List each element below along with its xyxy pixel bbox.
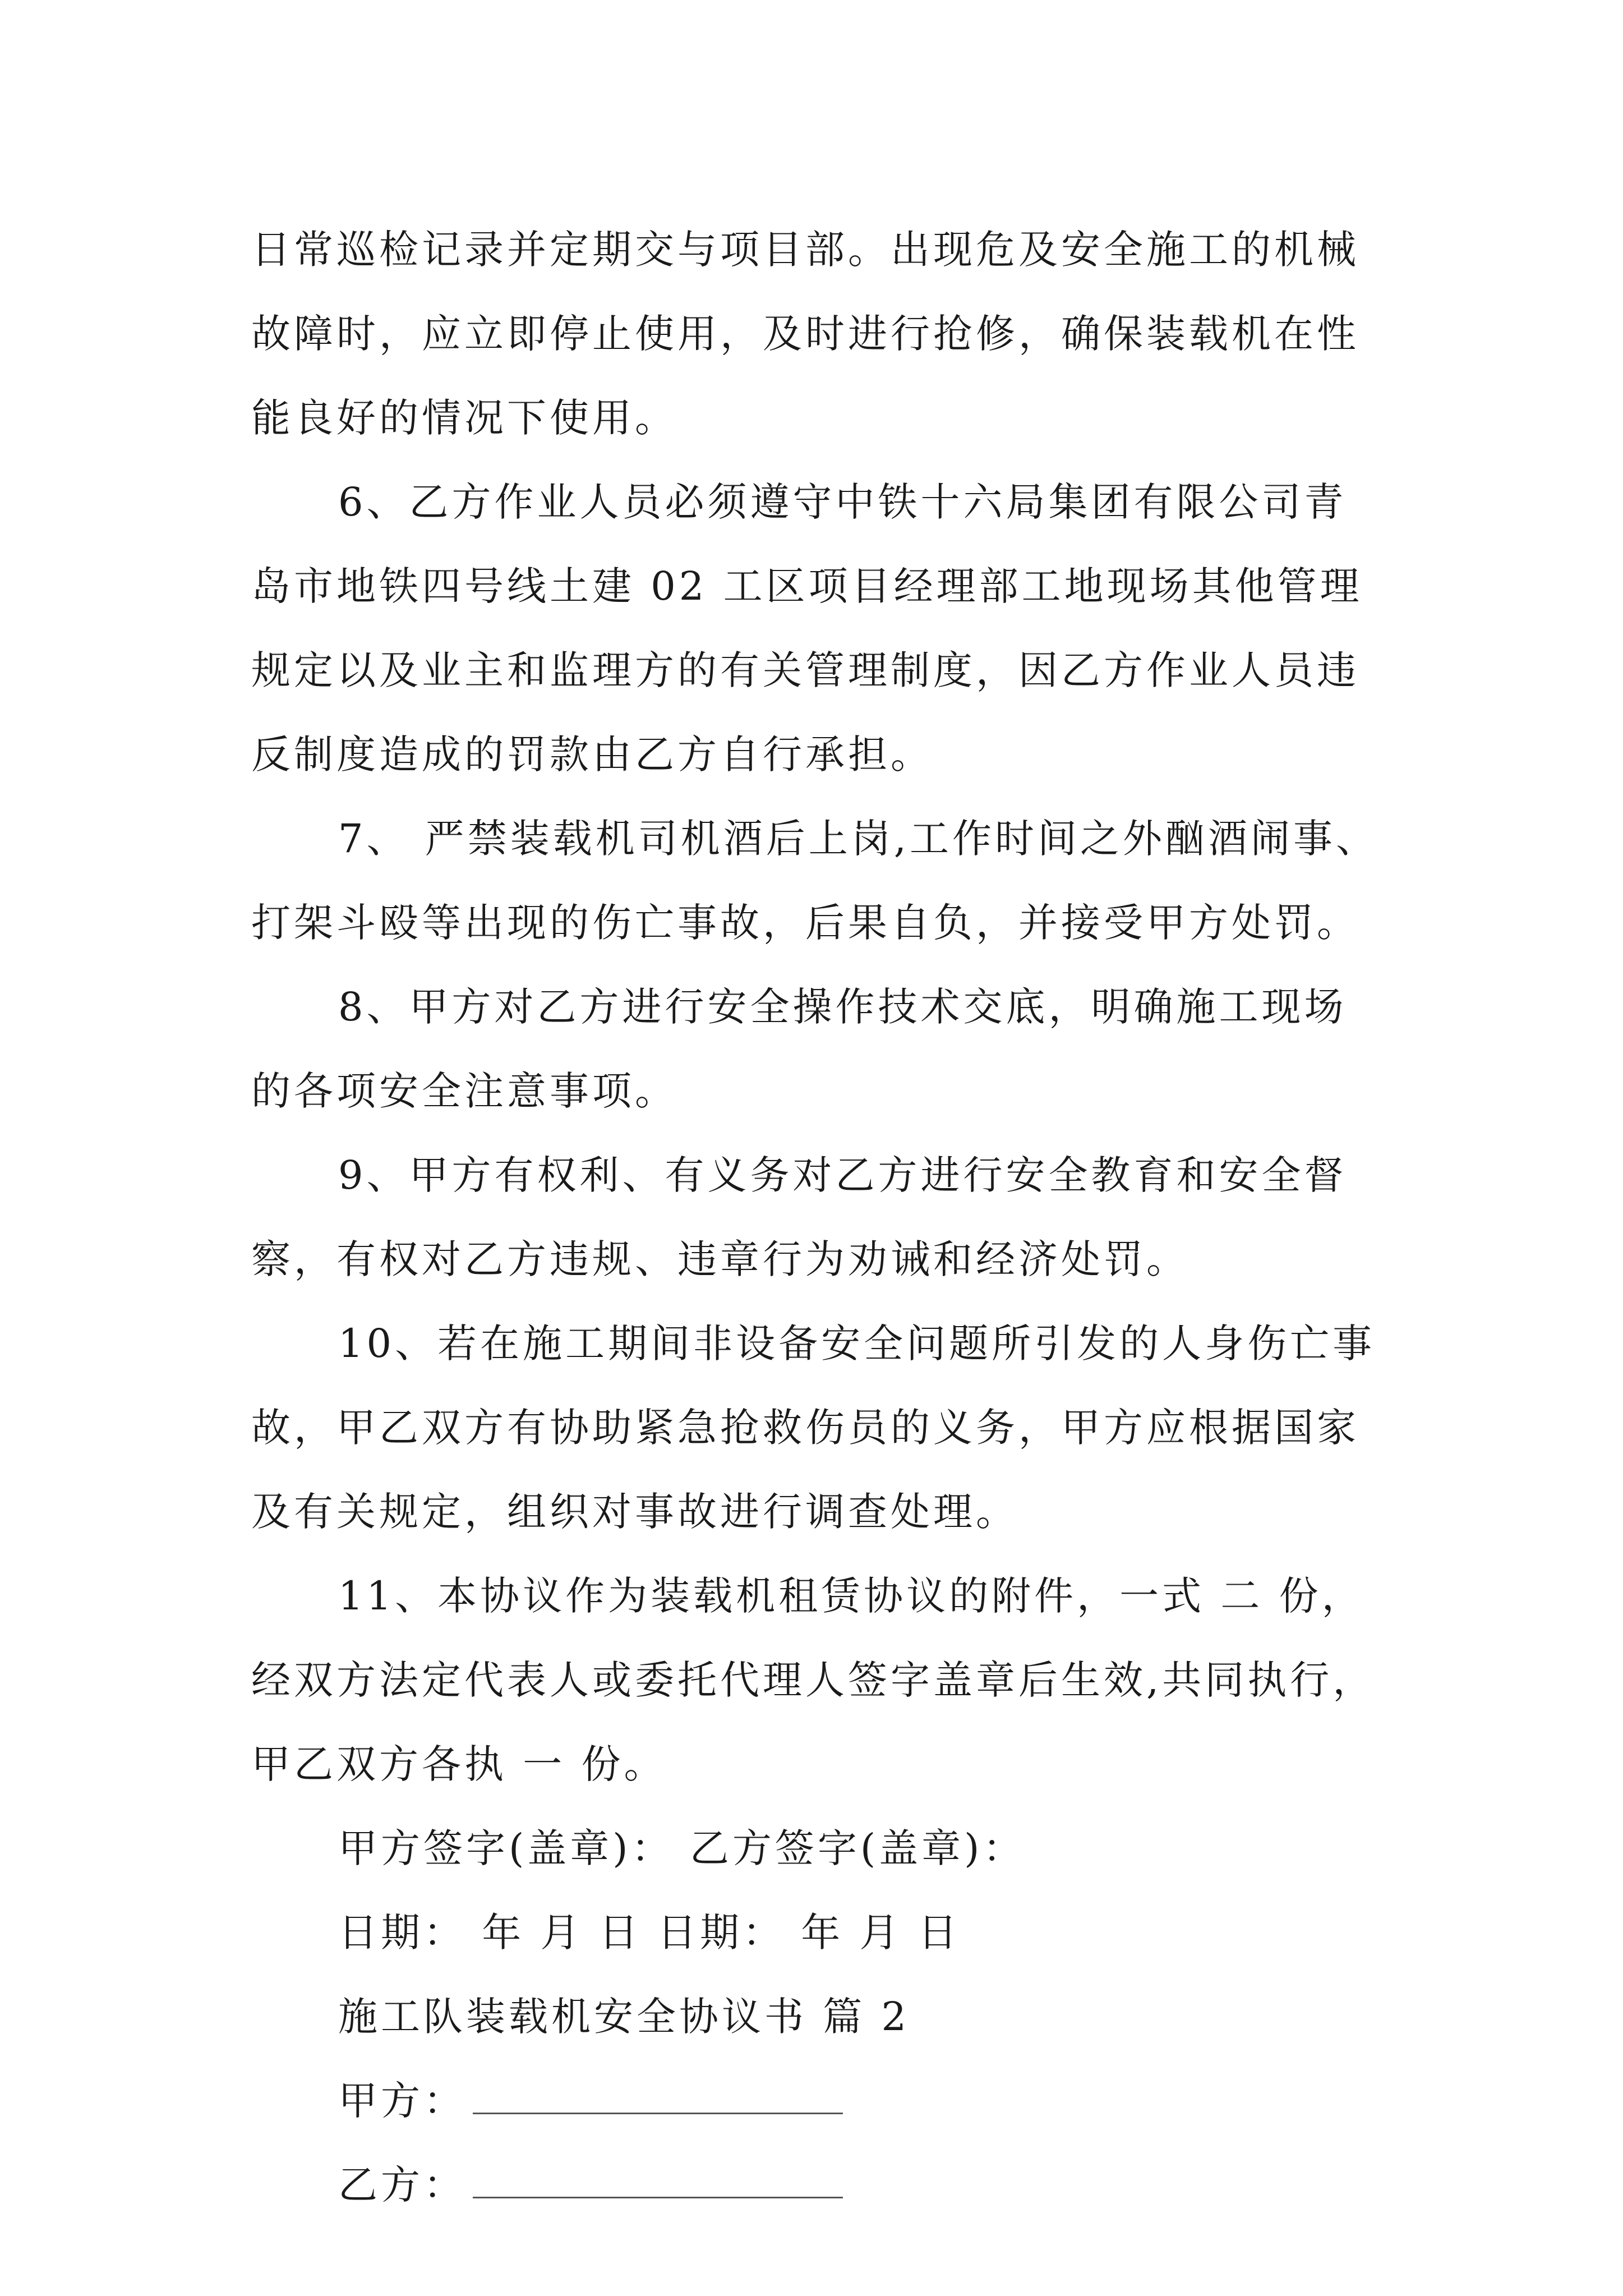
clause-11-line: 11、本协议作为装载机租赁协议的附件，一式 二 份， — [338, 1573, 1364, 1619]
clause-8-line: 8、甲方对乙方进行安全操作技术交底，明确施工现场 — [338, 984, 1347, 1030]
paragraph-line: 的各项安全注意事项。 — [251, 1068, 677, 1114]
paragraph-line: 反制度造成的罚款由乙方自行承担。 — [251, 731, 933, 777]
date-line: 日期： 年 月 日 日期： 年 月 日 — [338, 1910, 961, 1955]
paragraph-line: 甲乙双方各执 一 份。 — [251, 1741, 667, 1787]
section-heading: 施工队装载机安全协议书 篇 2 — [338, 1994, 910, 2040]
paragraph-line: 察，有权对乙方违规、违章行为劝诫和经济处罚。 — [251, 1236, 1189, 1282]
party-b-label: 乙方： — [338, 2162, 466, 2208]
document-body — [251, 208, 1407, 2227]
paragraph-line: 故，甲乙双方有协助紧急抢救伤员的义务，甲方应根据国家 — [251, 1405, 1359, 1451]
paragraph-line: 打架斗殴等出现的伤亡事故，后果自负，并接受甲方处罚。 — [251, 900, 1359, 946]
clause-6-line: 6、乙方作业人员必须遵守中铁十六局集团有限公司青 — [338, 479, 1347, 525]
clause-10-line: 10、若在施工期间非设备安全问题所引发的人身伤亡事 — [338, 1320, 1376, 1366]
paragraph-line: 日常巡检记录并定期交与项目部。出现危及安全施工的机械 — [251, 227, 1359, 273]
paragraph-line: 规定以及业主和监理方的有关管理制度，因乙方作业人员违 — [251, 647, 1359, 693]
clause-7-line: 7、 严禁装载机司机酒后上岗,工作时间之外酗酒闹事、 — [338, 816, 1379, 862]
paragraph-line: 经双方法定代表人或委托代理人签字盖章后生效,共同执行， — [251, 1657, 1376, 1703]
paragraph-line: 及有关规定，组织对事故进行调查处理。 — [251, 1489, 1018, 1535]
party-b-blank — [473, 2194, 843, 2198]
paragraph-line: 岛市地铁四号线土建 02 工区项目经理部工地现场其他管理 — [251, 563, 1363, 609]
signature-line: 甲方签字(盖章)： 乙方签字(盖章)： — [338, 1825, 1026, 1871]
party-b-row — [251, 2143, 1407, 2227]
paragraph-line: 能良好的情况下使用。 — [251, 395, 677, 441]
clause-9-line: 9、甲方有权利、有义务对乙方进行安全教育和安全督 — [338, 1152, 1347, 1198]
party-a-label: 甲方： — [338, 2078, 466, 2124]
paragraph-line: 故障时，应立即停止使用，及时进行抢修，确保装载机在性 — [251, 311, 1359, 357]
party-a-row — [251, 2059, 1407, 2143]
party-a-blank — [473, 2110, 843, 2114]
